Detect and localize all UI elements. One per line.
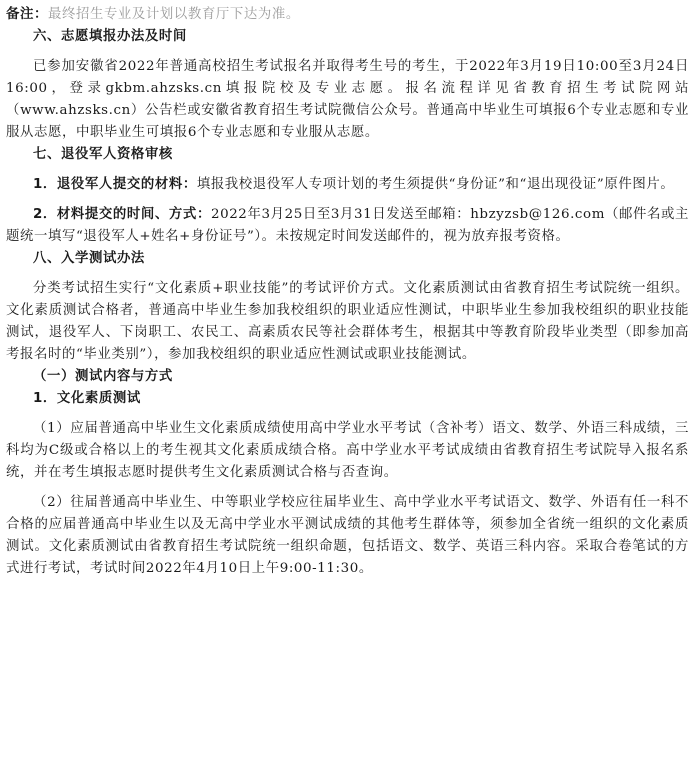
section-7-item-1-label: 1．退役军人提交的材料： [33, 177, 197, 192]
section-8-paragraph: 分类考试招生实行“文化素质+职业技能”的考试评价方式。文化素质测试由省教育招生考试院统一组织。文化素质测试合格者，普通高中毕业生参加我校组织的职业适应性测试，中职毕业生参加我校组织的职业技能测试，退役军人、下岗职工、农民工、高素质农民等社会群体考生，根据其中等教育阶段毕业类型（即参加高考报名时的“毕业类别”），参加我校组织的职业适应性测试或职业技能测试。 [6, 281, 689, 362]
section-7-heading: 七、退役军人资格审核 [33, 147, 173, 162]
section-8-sub-heading: （一）测试内容与方式 [33, 369, 173, 384]
section-6-paragraph: 已参加安徽省2022年普通高校招生考试报名并取得考生号的考生，于2022年3月19日10:00至3月24日16:00，登录gkbm.ahzsks.cn填报院校及专业志愿。报名流程详见省教育招生考试院网站（www.ahzsks.cn）公告栏或安徽省教育招生考试院微信公众号。普通高中毕业生可填报6个专业志愿和专业服从志愿，中职毕业生可填报6个专业志愿和专业服从志愿。 [6, 59, 689, 140]
section-8-item-heading: 1．文化素质测试 [33, 391, 141, 406]
section-8-heading: 八、入学测试办法 [33, 251, 145, 266]
culture-test-paragraph-1: （1）应届普通高中毕业生文化素质成绩使用高中学业水平考试（含补考）语文、数学、外语三科成绩，三科均为C级或合格以上的考生视其文化素质成绩合格。高中学业水平考试成绩由省教育招生考试院导入报名系统，并在考生填报志愿时提供考生文化素质测试合格与否查询。 [6, 421, 689, 480]
note-label: 备注： [6, 7, 48, 22]
note-line [6, 4, 689, 26]
culture-test-paragraph-2: （2）往届普通高中毕业生、中等职业学校应往届毕业生、高中学业水平考试语文、数学、外语有任一科不合格的应届普通高中毕业生以及无高中学业水平测试成绩的其他考生群体等，须参加全省统一组织的文化素质测试。文化素质测试由省教育招生考试院统一组织命题，包括语文、数学、英语三科内容。采取合卷笔试的方式进行考试，考试时间2022年4月10日上午9:00-11:30。 [6, 495, 689, 576]
section-7-item-1 [6, 174, 689, 196]
section-7-item-2-label: 2．材料提交的时间、方式： [33, 207, 211, 222]
section-7-item-2 [6, 204, 689, 248]
section-7-item-1-text: 填报我校退役军人专项计划的考生须提供“身份证”和“退出现役证”原件图片。 [196, 177, 675, 192]
section-6-heading: 六、志愿填报办法及时间 [33, 29, 187, 44]
section-7-item-2-text: 2022年3月25日至3月31日发送至邮箱：hbzyzsb@126.com（邮件名或主题统一填写“退役军人+姓名+身份证号”）。未按规定时间发送邮件的，视为放弃报考资格。 [6, 207, 689, 244]
note-text: 最终招生专业及计划以教育厅下达为准。 [47, 7, 300, 22]
